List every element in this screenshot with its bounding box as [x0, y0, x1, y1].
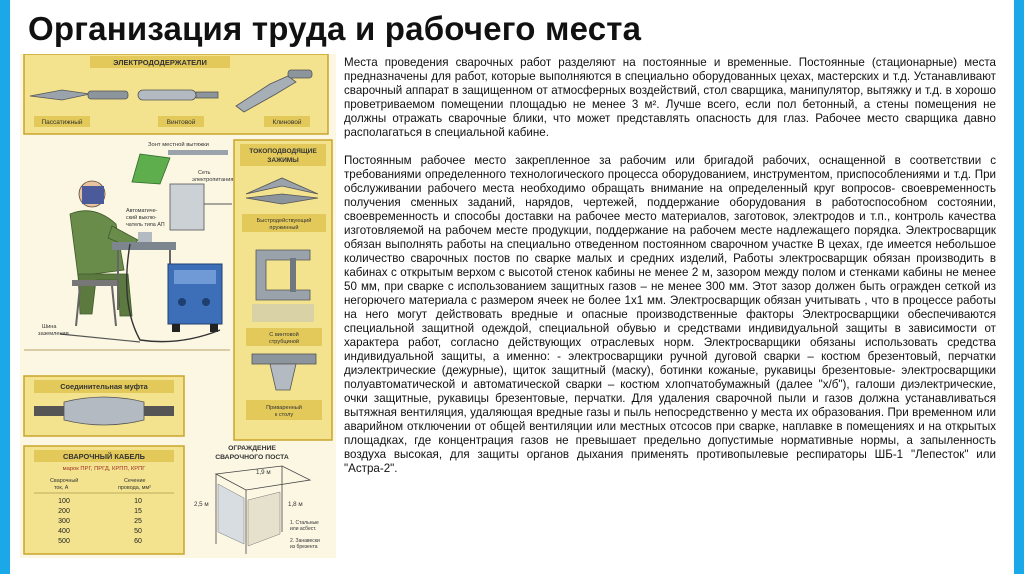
cable-header-current-2: ток, А — [54, 485, 69, 491]
cable-header-current-1: Сварочный — [50, 478, 79, 484]
welding-workplace-illustration — [20, 54, 336, 558]
cable-row-current: 100 — [58, 498, 70, 505]
electrode-holders-panel — [24, 54, 328, 134]
coupling-panel — [24, 376, 184, 436]
clamp-label-spring-1: Быстродействующий — [256, 218, 312, 224]
cable-row-current: 400 — [58, 528, 70, 535]
left-frame-bar — [0, 0, 10, 574]
cable-title: СВАРОЧНЫЙ КАБЕЛЬ — [63, 452, 145, 461]
fence-dim-height: 2,5 м — [194, 501, 209, 508]
fence-title-2: СВАРОЧНОГО ПОСТА — [215, 454, 289, 461]
fence-note-1b: или асбест. — [290, 526, 317, 532]
cable-row-section: 15 — [134, 508, 142, 515]
fence-note-1: 1. Стальные — [290, 520, 319, 526]
station-label-network-1: Сеть — [198, 170, 211, 176]
cable-row-current: 200 — [58, 508, 70, 515]
station-label-breaker-2: ский выклю- — [126, 215, 157, 221]
fence-title-1: ОГРАЖДЕНИЕ — [228, 445, 276, 452]
cable-row-current: 300 — [58, 518, 70, 525]
fence-note-2b: из брезента — [290, 544, 318, 550]
page-title: Организация труда и рабочего места — [28, 10, 642, 47]
cable-row-section: 60 — [134, 538, 142, 545]
cable-header-section-1: Сечение — [124, 478, 146, 484]
holders-title: ЭЛЕКТРОДОДЕРЖАТЕЛИ — [113, 58, 207, 67]
clamps-title: ТОКОПОДВОДЯЩИЕ — [249, 148, 317, 155]
cable-row-section: 10 — [134, 498, 142, 505]
right-frame-bar — [1014, 0, 1024, 574]
paragraph-permanent-workplace: Постоянным рабочее место закрепленное за рабочим или бригадой рабочих, оснащенной в соответствии с требованиями определенного технологического процесса оборудованием, инструментом, приспособлениями и т.д. При обслуживании рабочего места необходимо обращать внимание на определенный круг вопросов- своевременность получения сменных заданий, нарядов, чертежей, поддержание оборудования в работоспособном состоянии, своевременность и способы доставки на рабочее место материалов, заготовок, электродов и т.п., контроль качества изготовляемой на рабочем месте продукции, поддержание на рабочем месте надлежащего порядка. Электросварщик обязан выполнять работы на специально отведенном постоянном сварочном участке В цехах, где имеется небольшое количество сварочных постов по сварке малых и средних изделий, Работы электросварщик обязан производить в кабинах с открытым верхом с высотой стенок кабины не менее 2 м, зазором между полом и стенками кабины не менее 50 мм, при сварке с использованием защитных газов – не менее 300 мм. Этот зазор должен быть огражден сеткой из негорючего материала с размером ячеек не более 1х1 мм. Электросварщик обязан учитывать , что в процессе работы на него могут действовать вредные и опасные производственные факторы Электросварщики обеспечиваются специальной защитной одеждой, специальной обувью и средствами индивидуальной защиты в зависимости от характера работ, согласно действующих отраслевых норм. Электросварщики обязаны использовать средства индивидуальной защиты, а именно: - электросварщики ручной дуговой сварки – костюм брезентовый, перчатки диэлектрические (дежурные), щиток защитный (маску), ботинки кожаные, рукавицы брезентовые- электросварщики полуавтоматической и автоматической сварки – костюм хлопчатобумажный (далее "х/б"), галоши диэлектрические, очки защитные, рукавицы брезентовые, перчатки. Для удаления сварочной пыли и газов должна устанавливаться вытяжная вентиляция, удаляющая вредные газы и пыль непосредственно у места их образования. При временном или аварийном отключении от общей вентиляции или местных отсосов при сварке, наплавке в помещениях и на открытых площадках, где концентрация газов не превышает предельно допустимые нормативные нормы, а запыленность воздуха высокая, для защиты органов дыхания применять противопылевые респираторы ШБ-1 "Лепесток" или "Астра-2". — [344, 154, 996, 475]
station-label-breaker-1: Автоматиче- — [126, 208, 158, 214]
fence-note-2: 2. Занавески — [290, 538, 320, 544]
cable-row-section: 50 — [134, 528, 142, 535]
station-label-ground-1: Шина — [42, 324, 57, 330]
clamp-label-welded-1: Приваренный — [266, 405, 302, 411]
current-clamps-panel — [234, 140, 332, 440]
clamps-title-2: ЗАЖИМЫ — [267, 157, 299, 164]
cable-row-current: 500 — [58, 538, 70, 545]
cable-row-section: 25 — [134, 518, 142, 525]
cable-table-panel — [24, 446, 184, 554]
clamp-label-screw-1: С винтовой — [269, 332, 299, 338]
coupling-title: Соединительная муфта — [60, 382, 148, 391]
cable-header-section-2: провода, мм² — [118, 485, 151, 491]
clamp-label-spring-2: пружинный — [269, 225, 299, 231]
holder-label-wedge: Клиновой — [272, 119, 302, 126]
clamp-label-screw-2: струбциной — [268, 339, 300, 345]
paragraph-workplace-types: Места проведения сварочных работ разделяют на постоянные и временные. Постоянные (стационарные) места предназначены для работ, которые выполняются в специально оборудованных цехах, мастерских и т.д. Устанавливают сварочный аппарат в защищенном от атмосферных воздействий, стол сварщика, манипулятор, вытяжку и т.д. в хорошо проветриваемом помещении площадью не менее 3 м². Лучше всего, если пол бетонный, а стены помещения не должны отражать сварочные блики, что может представлять опасность для глаз. Рабочее место сварщика давно располагаться в специальной кабине. — [344, 56, 996, 139]
station-label-breaker-3: чатель типа АП — [126, 222, 165, 228]
clamp-label-welded-2: к столу — [274, 412, 294, 418]
article-body — [344, 56, 996, 476]
holder-label-pliers: Пассатижный — [41, 119, 83, 126]
station-label-ground-2: заземления — [38, 331, 69, 337]
station-label-network-2: электропитания — [192, 177, 234, 183]
station-label-hood: Зонт местной вытяжки — [148, 142, 209, 148]
fence-dim-depth: 1,9 м — [256, 469, 271, 476]
fence-dim-width: 1,8 м — [288, 501, 303, 508]
holder-label-screw: Винтовой — [166, 119, 196, 126]
cable-subtitle: марок ПРГ, ПРГД, КРПП, КРПГ — [62, 466, 146, 472]
